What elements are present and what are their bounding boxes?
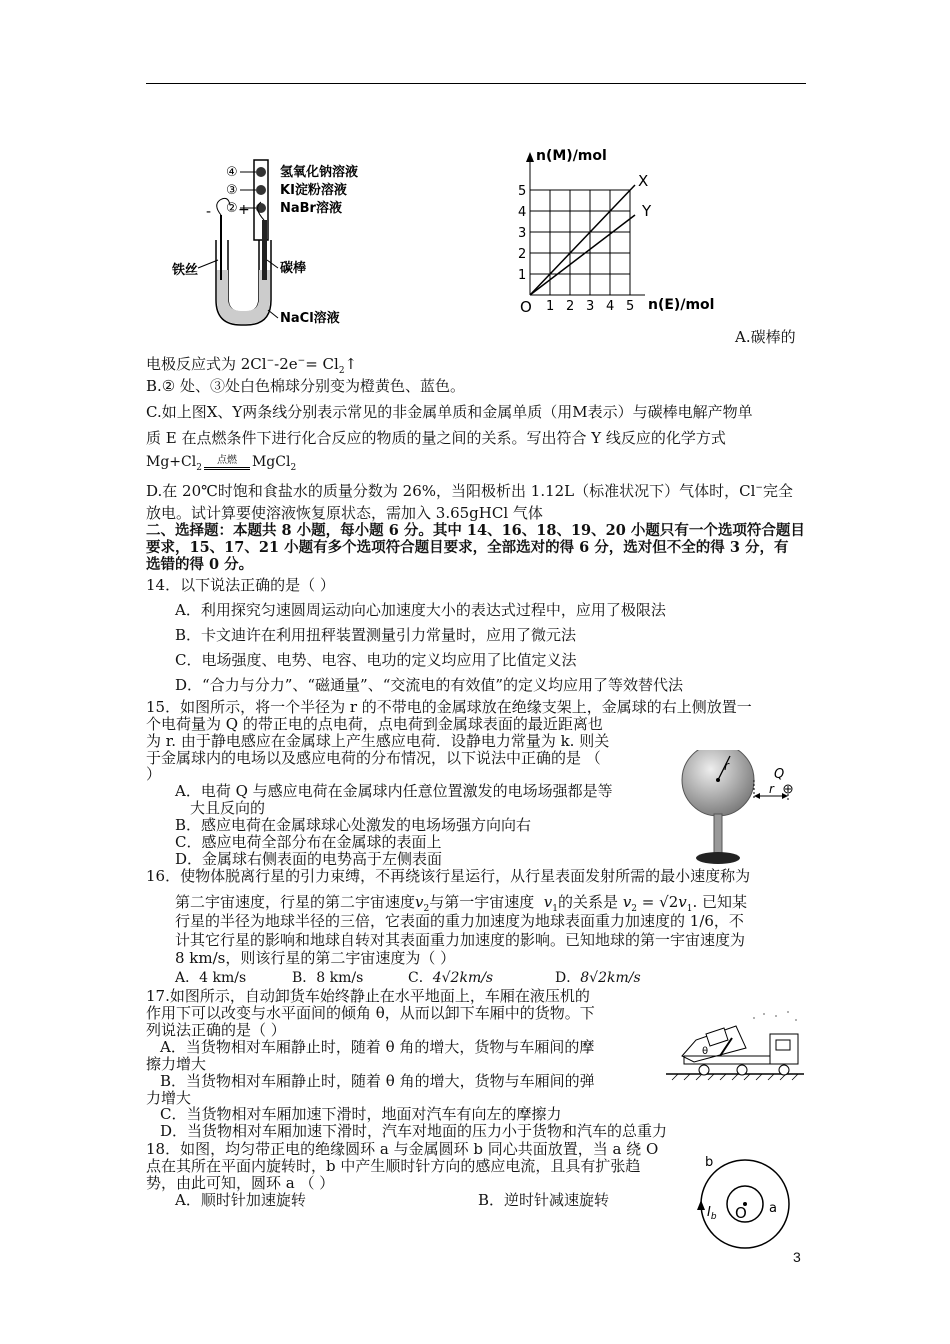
label-carbon: 碳棒 (280, 261, 307, 276)
q15-line-2: 个电荷量为 Q 的带正电的点电荷，点电荷到金属球表面的最近距离也 (146, 715, 603, 733)
q17-option-a-2: 擦力增大 (146, 1055, 207, 1073)
y-tick-5: 5 (518, 184, 527, 199)
label-4: ④ (226, 165, 238, 180)
plus-sign: + (238, 202, 250, 218)
q15-option-d: D．金属球右侧表面的电势高于左侧表面 (175, 850, 443, 868)
q16-line-4: 计其它行星的影响和地球自转对其表面重力加速度的影响。已知地球的第一宇宙速度为 (175, 931, 746, 949)
q16-line-3: 行星的半径为地球半径的三倍，它表面的重力加速度为地球表面重力加速度的 1/6，不 (175, 912, 744, 930)
q14-option-a: A．利用探究匀速圆周运动向心加速度大小的表达式过程中，应用了极限法 (175, 601, 666, 619)
q16-option-c: C．4√2km/s (408, 970, 494, 986)
label-nacl: NaCl溶液 (280, 311, 340, 326)
q18-line-1: 18．如图，均匀带正电的绝缘圆环 a 与金属圆环 b 同心共面放置，当 a 绕 O (146, 1140, 659, 1158)
q13-option-c-1: C.如上图X、Y两条线分别表示常见的非金属单质和金属单质（用M表示）与碳棒电解产物单 (146, 403, 753, 421)
minus-sign: - (206, 204, 212, 220)
dump-truck-figure (664, 1000, 806, 1088)
header-rule (146, 83, 806, 84)
label-ki: KI淀粉溶液 (280, 183, 347, 198)
q16-line-5: 8 km/s，则该行星的第二宇宙速度为（ ） (175, 949, 456, 967)
q15-option-a-1: A．电荷 Q 与感应电荷在金属球内任意位置激发的电场场强都是等 (175, 782, 613, 800)
electrolysis-figure (168, 150, 358, 330)
q13-option-a-tail: 电极反应式为 $2Cl^--2e^-= Cl_2↑$ (146, 355, 358, 376)
q15-line-3: 为 r. 由于静电感应在金属球上产生感应电荷．设静电力常量为 k. 则关 (146, 732, 610, 750)
q13-option-d-1: D.在 20℃时饱和食盐水的质量分数为 26%，当阳极析出 1.12L（标准状况下）气体时，Cl−完全 (146, 482, 793, 500)
q13-option-c-2: 质 E 在点燃条件下进行化合反应的物质的量之间的关系。写出符合 Y 线反应的化学方式 (146, 429, 726, 447)
section2-heading-1: 二、选择题：本题共 8 小题，每小题 6 分。其中 14、16、18、19、20 小题只有一个选项符合题目 (146, 522, 805, 539)
angle-label: θ (702, 1046, 709, 1057)
q16-line-2: 第二宇宙速度，行星的第二宇宙速度$v_2$与第一宇宙速度 $v_1$的关系是 $v_2 = √2v_1$. 已知某 (175, 893, 748, 914)
line-x-label: X (638, 172, 649, 190)
current-label: $I_b$ (707, 1205, 717, 1222)
y-axis-label: n(M)/mol (536, 148, 607, 164)
q17-option-a-1: A．当货物相对车厢静止时，随着 θ 角的增大，货物与车厢间的摩 (160, 1038, 595, 1056)
q17-option-b-2: 力增大 (146, 1089, 192, 1107)
ring-b-label: b (705, 1155, 714, 1170)
q17-line-2: 作用下可以改变与水平面间的倾角 θ，从而以卸下车厢中的货物。下 (146, 1004, 595, 1022)
q16-line-1: 16．使物体脱离行星的引力束缚，不再绕该行星运行，从行星表面发射所需的最小速度称为 (146, 867, 751, 885)
x-tick-3: 3 (586, 299, 595, 314)
label-iron: 铁丝 (172, 263, 199, 278)
radius-label: r (724, 759, 729, 773)
q14-option-c: C．电场强度、电势、电容、电功的定义均应用了比值定义法 (175, 651, 577, 669)
q15-option-c: C．感应电荷全部分布在金属球的表面上 (175, 833, 442, 851)
q14-stem: 14．以下说法正确的是（ ） (146, 576, 335, 594)
q17-option-d: D．当货物相对车厢加速下滑时，汽车对地面的压力小于货物和汽车的总重力 (160, 1122, 668, 1140)
x-tick-5: 5 (626, 299, 635, 314)
charge-label: Q (774, 767, 785, 782)
q17-line-1: 17.如图所示，自动卸货车始终静止在水平地面上，车厢在液压机的 (146, 987, 590, 1005)
y-tick-3: 3 (518, 226, 527, 241)
q13-option-d-2: 放电。试计算要使溶液恢复原状态，需加入 3.65gHCl 气体 (146, 504, 543, 522)
label-naoh: 氢氧化钠溶液 (280, 165, 358, 180)
q17-option-b-1: B．当货物相对车厢静止时，随着 θ 角的增大，货物与车厢间的弹 (160, 1072, 595, 1090)
gap-label: r (769, 782, 774, 796)
q13-equation: $Mg+Cl_2$点燃 MgCl$_2$ (146, 454, 297, 473)
mole-graph (500, 140, 735, 320)
label-2: ② (226, 201, 238, 216)
q15-line-4: 于金属球内的电场以及感应电荷的分布情况，以下说法中正确的是 （ (146, 749, 601, 767)
section2-heading-3: 选错的得 0 分。 (146, 556, 254, 573)
center-label: O (735, 1204, 747, 1222)
section2-heading-2: 要求，15、17、21 小题有多个选项符合题目要求，全部选对的得 6 分，选对但不全的得 3 分，有 (146, 539, 789, 556)
ring-a-label: a (769, 1201, 777, 1216)
rings-figure (685, 1132, 805, 1250)
q14-option-d: D．“合力与分力”、“磁通量”、“交流电的有效值”的定义均应用了等效替代法 (175, 676, 684, 694)
q15-line-1: 15．如图所示，将一个半径为 r 的不带电的金属球放在绝缘支架上，金属球的右上侧放置一 (146, 698, 752, 716)
y-tick-2: 2 (518, 247, 527, 262)
q16-option-b: B．8 km/s (292, 970, 364, 986)
x-tick-2: 2 (566, 299, 575, 314)
label-nabr: NaBr溶液 (280, 201, 342, 216)
metal-sphere-figure (672, 750, 808, 865)
q18-line-2: 点在其所在平面内旋转时，b 中产生顺时针方向的感应电流，且具有扩张趋 (146, 1157, 641, 1175)
q15-line-5: ） (146, 765, 162, 783)
page-number: 3 (793, 1249, 801, 1265)
q18-option-b: B．逆时针减速旋转 (478, 1191, 610, 1209)
q16-option-d: D．8√2km/s (555, 970, 641, 986)
origin-label: O (520, 298, 532, 316)
x-tick-1: 1 (546, 299, 555, 314)
q14-option-b: B．卡文迪许在利用扭秤装置测量引力常量时，应用了微元法 (175, 626, 577, 644)
y-tick-4: 4 (518, 205, 527, 220)
q13-option-b: B.② 处、③处白色棉球分别变为橙黄色、蓝色。 (146, 377, 466, 395)
x-tick-4: 4 (606, 299, 615, 314)
label-3: ③ (226, 183, 238, 198)
q15-option-a-2: 大且反向的 (190, 799, 266, 817)
q13-option-a-head: A.碳棒的 (735, 328, 796, 346)
line-y-label: Y (642, 202, 652, 220)
q15-option-b: B．感应电荷在金属球球心处激发的电场场强方向向右 (175, 816, 532, 834)
condition-ignite: 点燃 (204, 455, 250, 470)
q18-option-a: A．顺时针加速旋转 (175, 1191, 306, 1209)
y-tick-1: 1 (518, 268, 527, 283)
q18-line-3: 势，由此可知，圆环 a （ ） (146, 1174, 335, 1192)
q17-line-3: 列说法正确的是（ ） (146, 1021, 286, 1039)
q17-option-c: C．当货物相对车厢加速下滑时，地面对汽车有向左的摩擦力 (160, 1105, 562, 1123)
q16-option-a: A．4 km/s (175, 970, 247, 986)
x-axis-label: n(E)/mol (648, 297, 715, 313)
